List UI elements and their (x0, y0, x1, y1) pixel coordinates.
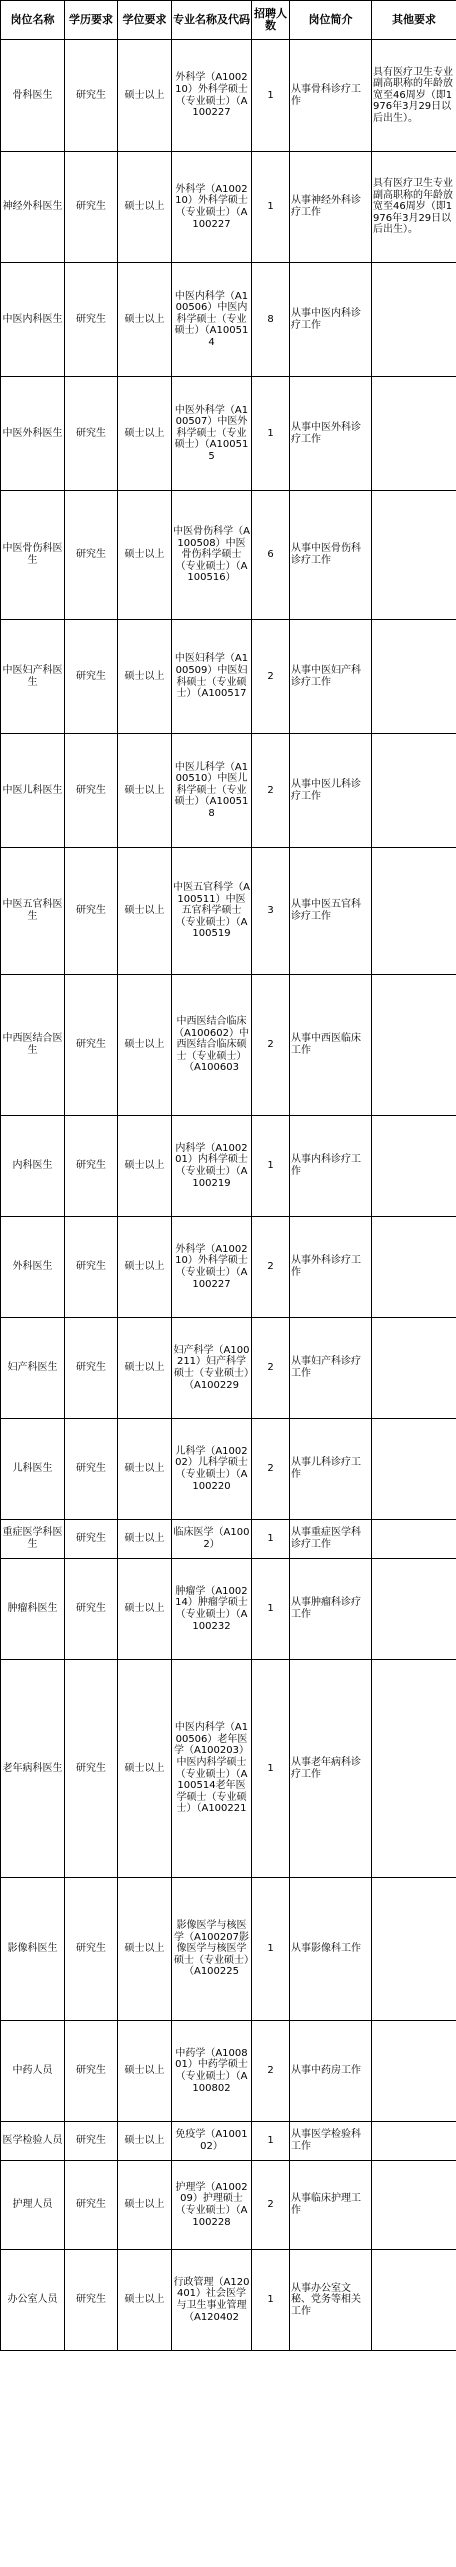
degree-cell: 硕士以上 (118, 2161, 172, 2250)
header-count: 招聘人数 (252, 1, 290, 40)
other-requirements-cell (372, 1217, 456, 1318)
intro-cell: 从事外科诊疗工作 (290, 1217, 372, 1318)
count-cell: 2 (252, 734, 290, 848)
table-row (1, 1520, 456, 1559)
count-cell: 2 (252, 2161, 290, 2250)
education-cell: 研究生 (65, 40, 118, 152)
other-requirements-cell (372, 2021, 456, 2122)
degree-cell: 硕士以上 (118, 2250, 172, 2351)
degree-cell: 硕士以上 (118, 1878, 172, 2021)
intro-cell: 从事老年病科诊疗工作 (290, 1660, 372, 1878)
education-cell: 研究生 (65, 1318, 118, 1419)
education-cell: 研究生 (65, 1878, 118, 2021)
position-name-cell: 妇产科医生 (1, 1318, 65, 1419)
other-requirements-cell (372, 1419, 456, 1520)
degree-cell: 硕士以上 (118, 1520, 172, 1559)
header-intro: 岗位简介 (290, 1, 372, 40)
table-row (1, 2161, 456, 2250)
position-name-cell: 中医内科医生 (1, 263, 65, 377)
education-cell: 研究生 (65, 1559, 118, 1660)
count-cell: 2 (252, 620, 290, 734)
position-name-cell: 中药人员 (1, 2021, 65, 2122)
table-row (1, 1318, 456, 1419)
major-cell: 中医儿科学（A100510）中医儿科学硕士（专业硕士）（A100518 (172, 734, 252, 848)
major-cell: 免疫学（A100102） (172, 2122, 252, 2161)
count-cell: 1 (252, 40, 290, 152)
count-cell: 1 (252, 152, 290, 263)
degree-cell: 硕士以上 (118, 1318, 172, 1419)
intro-cell: 从事中医五官科诊疗工作 (290, 848, 372, 975)
count-cell: 1 (252, 1520, 290, 1559)
position-name-cell: 中医妇产科医生 (1, 620, 65, 734)
major-cell: 中医妇科学（A100509）中医妇科硕士（专业硕士）（A100517 (172, 620, 252, 734)
major-cell: 外科学（A100210）外科学硕士（专业硕士）（A100227 (172, 1217, 252, 1318)
position-name-cell: 内科医生 (1, 1116, 65, 1217)
table-row (1, 152, 456, 263)
other-requirements-cell: 具有医疗卫生专业副高职称的年龄放宽至46周岁（即1976年3月29日以后出生）。 (372, 152, 456, 263)
count-cell: 6 (252, 491, 290, 620)
degree-cell: 硕士以上 (118, 491, 172, 620)
degree-cell: 硕士以上 (118, 1419, 172, 1520)
table-row (1, 263, 456, 377)
intro-cell: 从事内科诊疗工作 (290, 1116, 372, 1217)
position-name-cell: 办公室人员 (1, 2250, 65, 2351)
degree-cell: 硕士以上 (118, 1116, 172, 1217)
degree-cell: 硕士以上 (118, 1217, 172, 1318)
count-cell: 2 (252, 1217, 290, 1318)
other-requirements-cell (372, 1559, 456, 1660)
position-name-cell: 重症医学科医生 (1, 1520, 65, 1559)
degree-cell: 硕士以上 (118, 377, 172, 491)
other-requirements-cell (372, 2122, 456, 2161)
count-cell: 2 (252, 1419, 290, 1520)
header-position-name: 岗位名称 (1, 1, 65, 40)
count-cell: 2 (252, 1318, 290, 1419)
major-cell: 中医骨伤科学（A100508）中医骨伤科学硕士（专业硕士）（A100516） (172, 491, 252, 620)
count-cell: 1 (252, 2122, 290, 2161)
table-row (1, 1217, 456, 1318)
position-name-cell: 肿瘤科医生 (1, 1559, 65, 1660)
table-row (1, 1878, 456, 2021)
table-row (1, 1660, 456, 1878)
education-cell: 研究生 (65, 2161, 118, 2250)
major-cell: 肿瘤学（A100214）肿瘤学硕士（专业硕士）（A100232 (172, 1559, 252, 1660)
degree-cell: 硕士以上 (118, 1559, 172, 1660)
other-requirements-cell (372, 1520, 456, 1559)
major-cell: 外科学（A100210）外科学硕士（专业硕士）（A100227 (172, 152, 252, 263)
position-name-cell: 儿科医生 (1, 1419, 65, 1520)
intro-cell: 从事中医儿科诊疗工作 (290, 734, 372, 848)
education-cell: 研究生 (65, 491, 118, 620)
table-row (1, 1559, 456, 1660)
position-name-cell: 中医五官科医生 (1, 848, 65, 975)
table-row (1, 2122, 456, 2161)
degree-cell: 硕士以上 (118, 263, 172, 377)
education-cell: 研究生 (65, 1217, 118, 1318)
education-cell: 研究生 (65, 263, 118, 377)
major-cell: 中医外科学（A100507）中医外科学硕士（专业硕士）（A100515 (172, 377, 252, 491)
other-requirements-cell (372, 2250, 456, 2351)
education-cell: 研究生 (65, 377, 118, 491)
intro-cell: 从事中药房工作 (290, 2021, 372, 2122)
degree-cell: 硕士以上 (118, 734, 172, 848)
intro-cell: 从事中医外科诊疗工作 (290, 377, 372, 491)
other-requirements-cell: 具有医疗卫生专业副高职称的年龄放宽至46周岁（即1976年3月29日以后出生）。 (372, 40, 456, 152)
major-cell: 护理学（A100209）护理硕士（专业硕士）（A100228 (172, 2161, 252, 2250)
major-cell: 影像医学与核医学（A100207影像医学与核医学硕士（专业硕士）（A100225 (172, 1878, 252, 2021)
other-requirements-cell (372, 848, 456, 975)
table-row (1, 491, 456, 620)
education-cell: 研究生 (65, 2122, 118, 2161)
table-row (1, 975, 456, 1116)
degree-cell: 硕士以上 (118, 2021, 172, 2122)
header-other: 其他要求 (372, 1, 456, 40)
major-cell: 妇产科学（A100211）妇产科学硕士（专业硕士）（A100229 (172, 1318, 252, 1419)
table-body (1, 40, 456, 2351)
intro-cell: 从事医学检验科工作 (290, 2122, 372, 2161)
count-cell: 1 (252, 1116, 290, 1217)
count-cell: 8 (252, 263, 290, 377)
other-requirements-cell (372, 377, 456, 491)
degree-cell: 硕士以上 (118, 975, 172, 1116)
position-name-cell: 中医骨伤科医生 (1, 491, 65, 620)
table-row (1, 1419, 456, 1520)
other-requirements-cell (372, 1318, 456, 1419)
table-row (1, 620, 456, 734)
intro-cell: 从事妇产科诊疗工作 (290, 1318, 372, 1419)
intro-cell: 从事重症医学科诊疗工作 (290, 1520, 372, 1559)
position-name-cell: 老年病科医生 (1, 1660, 65, 1878)
position-name-cell: 中西医结合医生 (1, 975, 65, 1116)
degree-cell: 硕士以上 (118, 2122, 172, 2161)
intro-cell: 从事骨科诊疗工作 (290, 40, 372, 152)
education-cell: 研究生 (65, 1520, 118, 1559)
other-requirements-cell (372, 2161, 456, 2250)
intro-cell: 从事中医骨伤科诊疗工作 (290, 491, 372, 620)
major-cell: 中医内科学（A100506）中医内科学硕士（专业硕士）（A100514 (172, 263, 252, 377)
education-cell: 研究生 (65, 975, 118, 1116)
education-cell: 研究生 (65, 1116, 118, 1217)
degree-cell: 硕士以上 (118, 1660, 172, 1878)
position-name-cell: 骨科医生 (1, 40, 65, 152)
position-name-cell: 护理人员 (1, 2161, 65, 2250)
other-requirements-cell (372, 620, 456, 734)
intro-cell: 从事中医妇产科诊疗工作 (290, 620, 372, 734)
position-name-cell: 神经外科医生 (1, 152, 65, 263)
education-cell: 研究生 (65, 1419, 118, 1520)
education-cell: 研究生 (65, 1660, 118, 1878)
degree-cell: 硕士以上 (118, 40, 172, 152)
table-row (1, 848, 456, 975)
table-row (1, 40, 456, 152)
position-name-cell: 医学检验人员 (1, 2122, 65, 2161)
education-cell: 研究生 (65, 734, 118, 848)
education-cell: 研究生 (65, 2250, 118, 2351)
major-cell: 中医内科学（A100506）老年医学（A100203）中医内科学硕士（专业硕士）（A100514老年医学硕士（专业硕士）（A100221 (172, 1660, 252, 1878)
major-cell: 外科学（A100210）外科学硕士（专业硕士）（A100227 (172, 40, 252, 152)
count-cell: 2 (252, 2021, 290, 2122)
count-cell: 1 (252, 2250, 290, 2351)
intro-cell: 从事临床护理工作 (290, 2161, 372, 2250)
table-row (1, 2250, 456, 2351)
major-cell: 儿科学（A100202）儿科学硕士（专业硕士）（A100220 (172, 1419, 252, 1520)
other-requirements-cell (372, 263, 456, 377)
other-requirements-cell (372, 491, 456, 620)
table-row (1, 2021, 456, 2122)
intro-cell: 从事中西医临床工作 (290, 975, 372, 1116)
position-name-cell: 中医外科医生 (1, 377, 65, 491)
intro-cell: 从事中医内科诊疗工作 (290, 263, 372, 377)
major-cell: 行政管理（A120401）社会医学与卫生事业管理（A120402 (172, 2250, 252, 2351)
count-cell: 1 (252, 1660, 290, 1878)
education-cell: 研究生 (65, 2021, 118, 2122)
major-cell: 内科学（A100201）内科学硕士（专业硕士）（A100219 (172, 1116, 252, 1217)
header-major: 专业名称及代码 (172, 1, 252, 40)
other-requirements-cell (372, 1660, 456, 1878)
header-row (1, 1, 456, 40)
count-cell: 3 (252, 848, 290, 975)
other-requirements-cell (372, 1878, 456, 2021)
degree-cell: 硕士以上 (118, 620, 172, 734)
other-requirements-cell (372, 975, 456, 1116)
intro-cell: 从事神经外科诊疗工作 (290, 152, 372, 263)
major-cell: 中药学（A100801）中药学硕士（专业硕士）（A100802 (172, 2021, 252, 2122)
education-cell: 研究生 (65, 620, 118, 734)
education-cell: 研究生 (65, 152, 118, 263)
major-cell: 临床医学（A1002） (172, 1520, 252, 1559)
table-row (1, 1116, 456, 1217)
major-cell: 中医五官科学（A100511）中医五官科学硕士（专业硕士）（A100519 (172, 848, 252, 975)
count-cell: 2 (252, 975, 290, 1116)
position-name-cell: 外科医生 (1, 1217, 65, 1318)
degree-cell: 硕士以上 (118, 152, 172, 263)
education-cell: 研究生 (65, 848, 118, 975)
header-degree: 学位要求 (118, 1, 172, 40)
count-cell: 1 (252, 1559, 290, 1660)
position-name-cell: 影像科医生 (1, 1878, 65, 2021)
major-cell: 中西医结合临床（A100602）中西医结合临床硕士（专业硕士）（A100603 (172, 975, 252, 1116)
position-name-cell: 中医儿科医生 (1, 734, 65, 848)
table-row (1, 377, 456, 491)
table-row (1, 734, 456, 848)
header-education: 学历要求 (65, 1, 118, 40)
intro-cell: 从事肿瘤科诊疗工作 (290, 1559, 372, 1660)
other-requirements-cell (372, 1116, 456, 1217)
other-requirements-cell (372, 734, 456, 848)
count-cell: 1 (252, 1878, 290, 2021)
degree-cell: 硕士以上 (118, 848, 172, 975)
intro-cell: 从事办公室文秘、党务等相关工作 (290, 2250, 372, 2351)
count-cell: 1 (252, 377, 290, 491)
intro-cell: 从事儿科诊疗工作 (290, 1419, 372, 1520)
intro-cell: 从事影像科工作 (290, 1878, 372, 2021)
